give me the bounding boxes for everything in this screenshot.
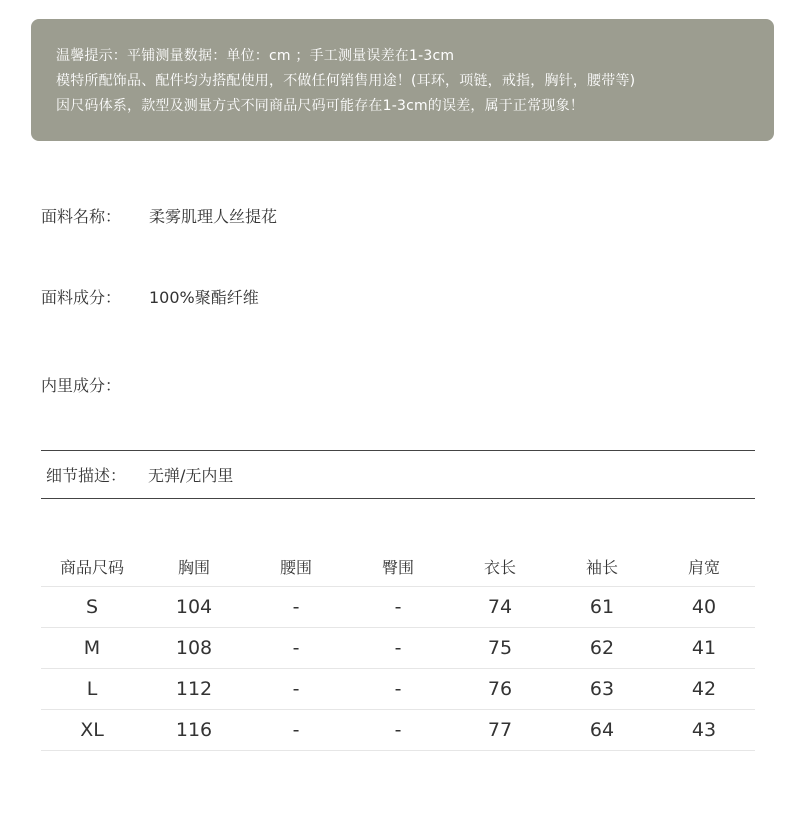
header-shoulder: 肩宽 — [653, 546, 755, 587]
table-row — [41, 628, 755, 669]
cell-hip: - — [347, 669, 449, 710]
fabric-composition-value: 100%聚酯纤维 — [149, 288, 259, 307]
cell-waist: - — [245, 669, 347, 710]
cell-waist: - — [245, 710, 347, 751]
cell-sleeve: 62 — [551, 628, 653, 669]
cell-sleeve: 63 — [551, 669, 653, 710]
cell-bust: 112 — [143, 669, 245, 710]
cell-bust: 116 — [143, 710, 245, 751]
cell-size: L — [41, 669, 143, 710]
header-length: 衣长 — [449, 546, 551, 587]
cell-hip: - — [347, 587, 449, 628]
divider-top — [41, 450, 755, 451]
cell-bust: 104 — [143, 587, 245, 628]
cell-sleeve: 64 — [551, 710, 653, 751]
fabric-name-row — [41, 204, 277, 227]
fabric-name-value: 柔雾肌理人丝提花 — [149, 207, 278, 226]
cell-hip: - — [347, 628, 449, 669]
cell-waist: - — [245, 587, 347, 628]
detail-row — [46, 463, 233, 486]
header-sleeve: 袖长 — [551, 546, 653, 587]
notice-box — [31, 19, 774, 141]
cell-shoulder: 42 — [653, 669, 755, 710]
divider-bottom — [41, 498, 755, 499]
cell-length: 77 — [449, 710, 551, 751]
table-row — [41, 710, 755, 751]
cell-length: 75 — [449, 628, 551, 669]
notice-line-3: 因尺码体系，款型及测量方式不同商品尺码可能存在1-3cm的误差，属于正常现象！ — [56, 98, 584, 114]
cell-shoulder: 40 — [653, 587, 755, 628]
cell-hip: - — [347, 710, 449, 751]
header-waist: 腰围 — [245, 546, 347, 587]
size-table-header-row — [41, 546, 755, 587]
notice-line-1: 温馨提示：平铺测量数据：单位：cm ；手工测量误差在1-3cm — [56, 48, 455, 64]
cell-waist: - — [245, 628, 347, 669]
cell-shoulder: 41 — [653, 628, 755, 669]
cell-shoulder: 43 — [653, 710, 755, 751]
cell-size: S — [41, 587, 143, 628]
cell-bust: 108 — [143, 628, 245, 669]
lining-row — [41, 373, 149, 396]
fabric-name-label: 面料名称： — [41, 207, 122, 226]
header-size: 商品尺码 — [41, 546, 143, 587]
cell-sleeve: 61 — [551, 587, 653, 628]
cell-size: M — [41, 628, 143, 669]
table-row — [41, 587, 755, 628]
lining-label: 内里成分： — [41, 376, 122, 395]
cell-length: 74 — [449, 587, 551, 628]
notice-line-2: 模特所配饰品、配件均为搭配使用，不做任何销售用途！(耳环，项链，戒指，胸针，腰带等) — [56, 73, 636, 89]
detail-label: 细节描述： — [46, 466, 127, 485]
detail-value: 无弹/无内里 — [148, 466, 234, 485]
header-bust: 胸围 — [143, 546, 245, 587]
fabric-composition-label: 面料成分： — [41, 288, 122, 307]
table-row — [41, 669, 755, 710]
size-table — [41, 546, 755, 751]
cell-length: 76 — [449, 669, 551, 710]
fabric-composition-row — [41, 285, 259, 308]
cell-size: XL — [41, 710, 143, 751]
header-hip: 臀围 — [347, 546, 449, 587]
